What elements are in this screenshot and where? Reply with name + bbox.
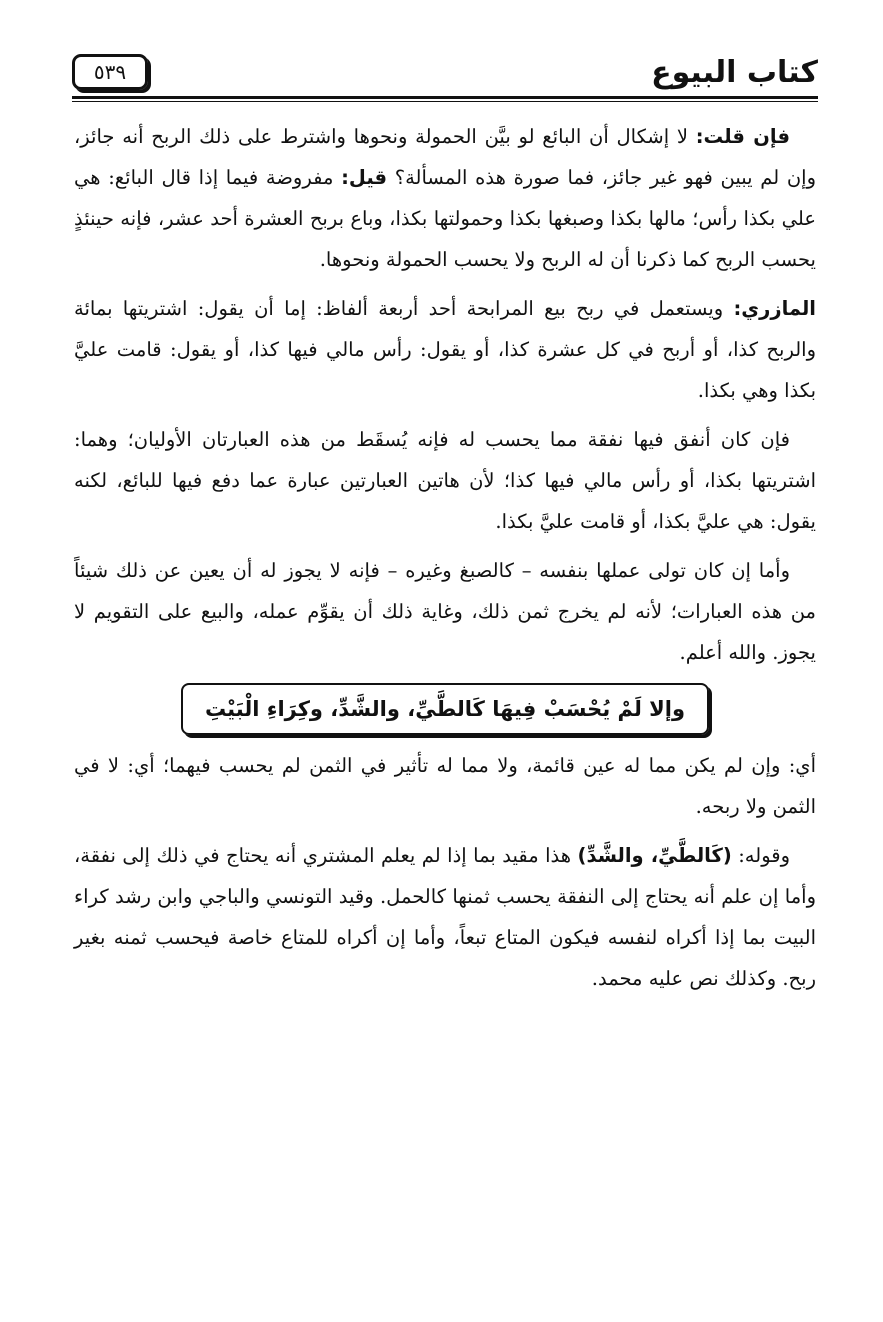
book-title: كتاب البيوع [651, 55, 818, 90]
paragraph-text: مفروضة فيما إذا قال البائع: هي علي بكذا رأس؛ مالها بكذا وصبغها بكذا وحمولتها بكذا، وباع بربح العشرة أحد عشر، فإنه حينئذٍ يحسب الربح كما ذكرنا أن له الربح ولا يحسب الحمولة ونحوها. [74, 166, 816, 271]
page-number-box [72, 54, 148, 90]
paragraph-text: هذا مقيد بما إذا لم يعلم المشتري أنه يحتاج في ذلك إلى نفقة، وأما إن علم أنه يحتاج إلى النفقة يحسب ثمنها كالحمل. وقيد التونسي والباجي وابن رشد كراء البيت بما إذا أكراه لنفسه فيكون المتاع تبعاً، وأما إن أكراه للمتاع خاصة فيحسب ثمنه بغير ربح. وكذلك نص عليه محمد. [74, 844, 816, 990]
paragraph-explanation [74, 745, 816, 827]
matn-container [74, 683, 816, 735]
lead-term-answer: قيل: [341, 166, 388, 189]
paragraph-text: أي: وإن لم يكن مما له عين قائمة، ولا مما له تأثير في الثمن لم يحسب فيهما؛ أي: لا في الثمن ولا ربحه. [74, 754, 816, 818]
paragraph-text: فإن كان أنفق فيها نفقة مما يحسب له فإنه يُسقَط من هذه العبارتان الأوليان؛ وهما: اشتريتها بكذا، أو رأس مالي فيها كذا؛ لأن هاتين العبارتين عبارة عما دفع فيها للبائع، لكنه يقول: هي عليَّ بكذا، أو قامت عليَّ بكذا. [74, 428, 816, 533]
quoted-term: (كَالطَّيِّ، والشَّدِّ) [577, 844, 732, 867]
matn-text-box [181, 683, 709, 735]
lead-term-mazari: المازري: [733, 297, 816, 320]
matn-text: وإلا لَمْ يُحْسَبْ فِيهَا كَالطَّيِّ، والشَّدِّ، وكِرَاءِ الْبَيْتِ [204, 697, 686, 721]
paragraph-commentary [74, 835, 816, 999]
page-number: ٥٣٩ [93, 60, 127, 84]
paragraph-text: وأما إن كان تولى عملها بنفسه – كالصبغ وغيره – فإنه لا يجوز له أن يعين عن ذلك شيئاً من هذه العبارات؛ لأنه لم يخرج ثمن ذلك، وغاية ذلك أن يقوِّم عمله، والبيع على التقويم لا يجوز. والله أعلم. [74, 559, 816, 664]
paragraph-mazari [74, 288, 816, 411]
header-rule-thin [72, 101, 818, 102]
paragraph-expense [74, 419, 816, 542]
page-header [72, 50, 818, 100]
paragraph-question [74, 116, 816, 280]
paragraph-text: لا إشكال أن البائع لو بيَّن الحمولة ونحوها واشترط على ذلك الربح أنه جائز، وإن لم يبين فهو غير جائز، فما صورة هذه المسألة؟ [74, 125, 817, 189]
lead-term-question: فإن قلت: [695, 125, 790, 148]
body-text [74, 116, 816, 1007]
header-rule-thick [72, 96, 818, 99]
paragraph-prefix: وقوله: [731, 844, 791, 867]
paragraph-text: ويستعمل في ربح بيع المرابحة أحد أربعة ألفاظ: إما أن يقول: اشتريتها بمائة والربح كذا، أو أربح في كل عشرة كذا، أو يقول: رأس مالي فيها كذا، أو يقول: قامت عليَّ بكذا وهي بكذا. [74, 297, 816, 402]
paragraph-labor [74, 550, 816, 673]
